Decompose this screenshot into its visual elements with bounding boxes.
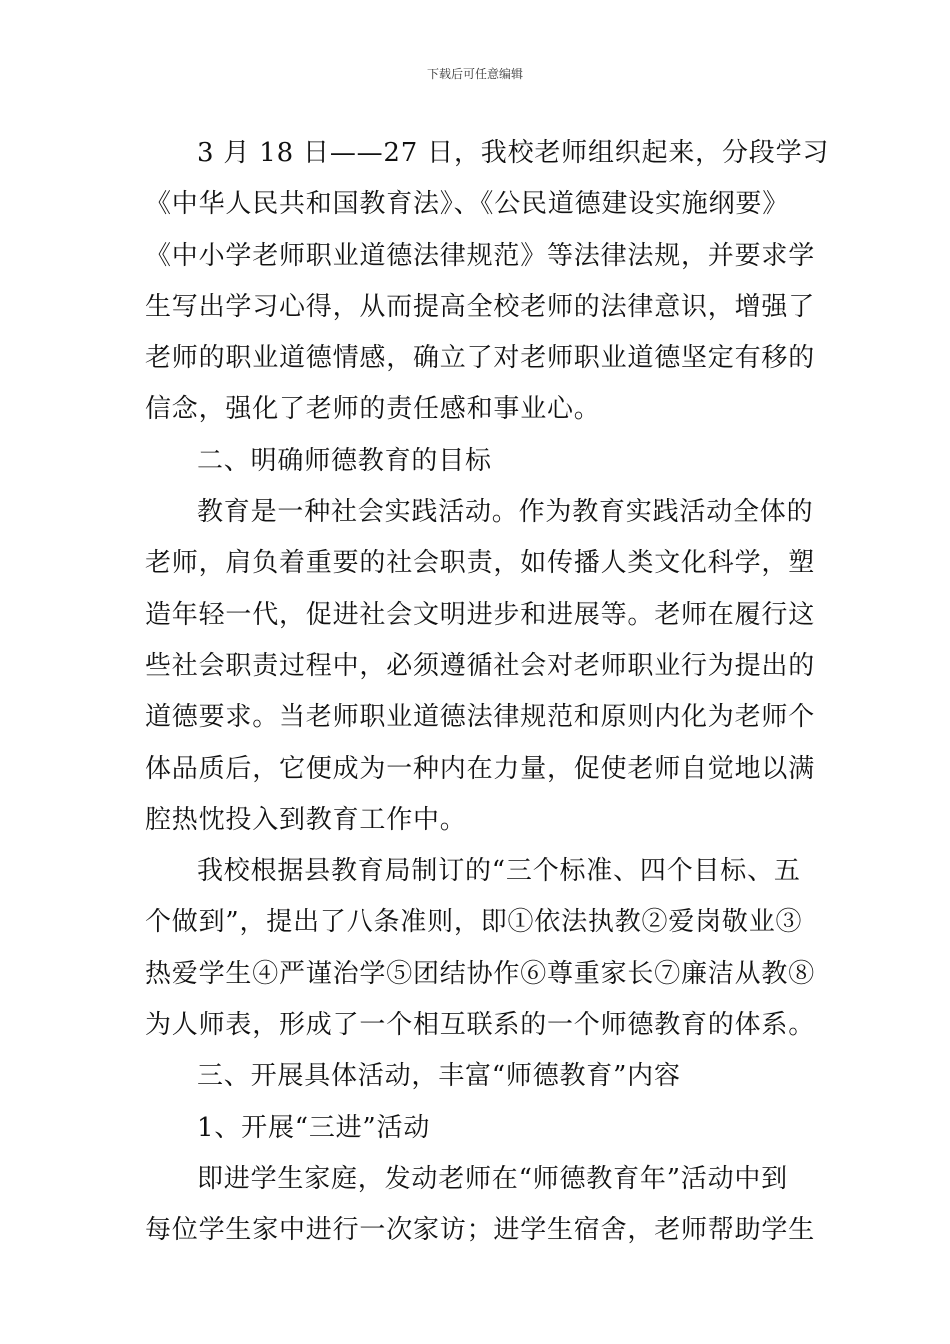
paragraph bbox=[145, 487, 816, 846]
text-line: 腔热忱投入到教育工作中。 bbox=[145, 804, 467, 835]
text-line: 我校根据县教育局制订的“三个标准、四个目标、五 bbox=[197, 856, 801, 887]
text-line: 些社会职责过程中，必须遵循社会对老师职业行为提出的 bbox=[145, 650, 816, 681]
document-body bbox=[145, 128, 830, 1257]
text-line: 造年轻一代，促进社会文明进步和进展等。老师在履行这 bbox=[145, 599, 816, 630]
text-line: 个做到”，提出了八条准则，即①依法执教②爱岗敬业③ bbox=[145, 907, 803, 938]
heading-text: 二、明确师德教育的目标 bbox=[197, 445, 492, 476]
paragraph bbox=[145, 128, 830, 436]
text-line: 体品质后，它便成为一种内在力量，促使老师自觉地以满 bbox=[145, 753, 816, 784]
text-line: 老师的职业道德情感，确立了对老师职业道德坚定有移的 bbox=[145, 343, 816, 374]
text-line: 生写出学习心得，从而提高全校老师的法律意识，增强了 bbox=[145, 291, 816, 322]
section-heading bbox=[145, 1051, 807, 1102]
heading-text: 三、开展具体活动，丰富“师德教育”内容 bbox=[197, 1061, 681, 1092]
heading-text: 1、开展“三进”活动 bbox=[197, 1112, 431, 1143]
paragraph bbox=[145, 1154, 816, 1257]
text-line: 信念，强化了老师的责任感和事业心。 bbox=[145, 394, 601, 425]
paragraph bbox=[145, 846, 816, 1051]
text-line: 《中小学老师职业道德法律规范》等法律法规，并要求学 bbox=[145, 240, 816, 271]
text-line: 每位学生家中进行一次家访；进学生宿舍，老师帮助学生 bbox=[145, 1215, 816, 1246]
text-line: 教育是一种社会实践活动。作为教育实践活动全体的 bbox=[197, 497, 814, 528]
header-note: 下载后可任意编辑 bbox=[426, 67, 523, 81]
subsection-heading bbox=[145, 1103, 807, 1154]
text-line: 为人师表，形成了一个相互联系的一个师德教育的体系。 bbox=[145, 1010, 816, 1041]
section-heading bbox=[145, 436, 807, 487]
text-line: 热爱学生④严谨治学⑤团结协作⑥尊重家长⑦廉洁从教⑧ bbox=[145, 958, 816, 989]
text-line: 《中华人民共和国教育法》、《公民道德建设实施纲要》 bbox=[145, 189, 790, 220]
text-line: 老师，肩负着重要的社会职责，如传播人类文化科学，塑 bbox=[145, 548, 816, 579]
text-line: 即进学生家庭，发动老师在“师德教育年”活动中到 bbox=[197, 1163, 788, 1194]
text-line: 道德要求。当老师职业道德法律规范和原则内化为老师个 bbox=[145, 702, 816, 733]
text-line: 3 月 18 日——27 日，我校老师组织起来，分段学习 bbox=[197, 138, 830, 168]
